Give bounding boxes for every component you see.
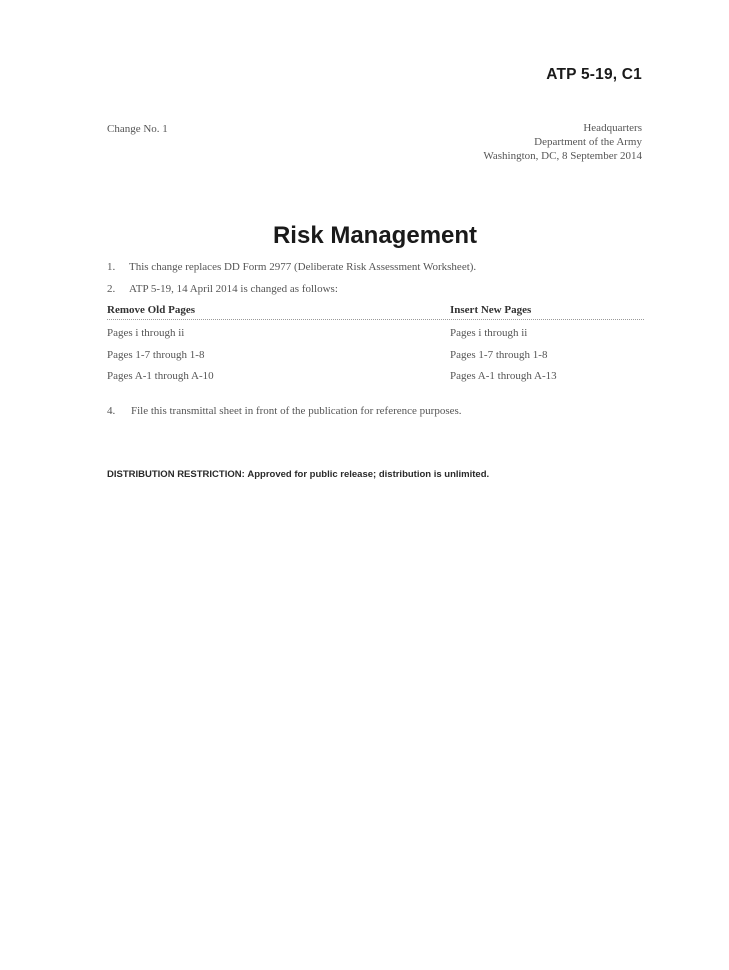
insert-pages-cell: Pages A-1 through A-13 — [450, 370, 557, 382]
hq-line-department: Department of the Army — [534, 136, 642, 148]
paragraph-number: 2. — [107, 283, 116, 295]
change-number: Change No. 1 — [107, 123, 168, 135]
paragraph-1 — [107, 261, 476, 273]
remove-pages-cell: Pages 1-7 through 1-8 — [107, 348, 205, 361]
insert-pages-cell: Pages 1-7 through 1-8 — [450, 348, 548, 361]
remove-pages-cell: Pages A-1 through A-10 — [107, 370, 214, 382]
paragraph-text: File this transmittal sheet in front of the publication for reference purposes. — [131, 405, 462, 417]
distribution-text: Approved for public release; distribution is unlimited. — [247, 469, 490, 480]
column-header-insert: Insert New Pages — [450, 304, 532, 316]
paragraph-text: ATP 5-19, 14 April 2014 is changed as follows: — [129, 283, 338, 295]
table-row — [107, 365, 644, 387]
paragraph-number: 1. — [107, 261, 116, 273]
hq-line-headquarters: Headquarters — [583, 122, 642, 134]
page-title: Risk Management — [272, 222, 478, 249]
paragraph-text: This change replaces DD Form 2977 (Deliberate Risk Assessment Worksheet). — [129, 261, 477, 273]
distribution-label: DISTRIBUTION RESTRICTION: — [107, 469, 245, 480]
headquarters-block — [483, 121, 642, 163]
hq-line-location-date: Washington, DC, 8 September 2014 — [483, 150, 642, 162]
insert-pages-cell: Pages i through ii — [450, 327, 528, 339]
table-header-row — [107, 304, 644, 320]
table-row — [107, 322, 644, 344]
pages-change-table — [107, 304, 644, 387]
table-row — [107, 344, 644, 366]
paragraph-2 — [107, 283, 338, 295]
distribution-restriction — [107, 469, 489, 480]
paragraph-number: 4. — [107, 405, 116, 417]
column-header-remove: Remove Old Pages — [107, 304, 195, 316]
paragraph-4 — [107, 405, 462, 417]
remove-pages-cell: Pages i through ii — [107, 327, 185, 339]
document-id: ATP 5-19, C1 — [546, 66, 642, 83]
